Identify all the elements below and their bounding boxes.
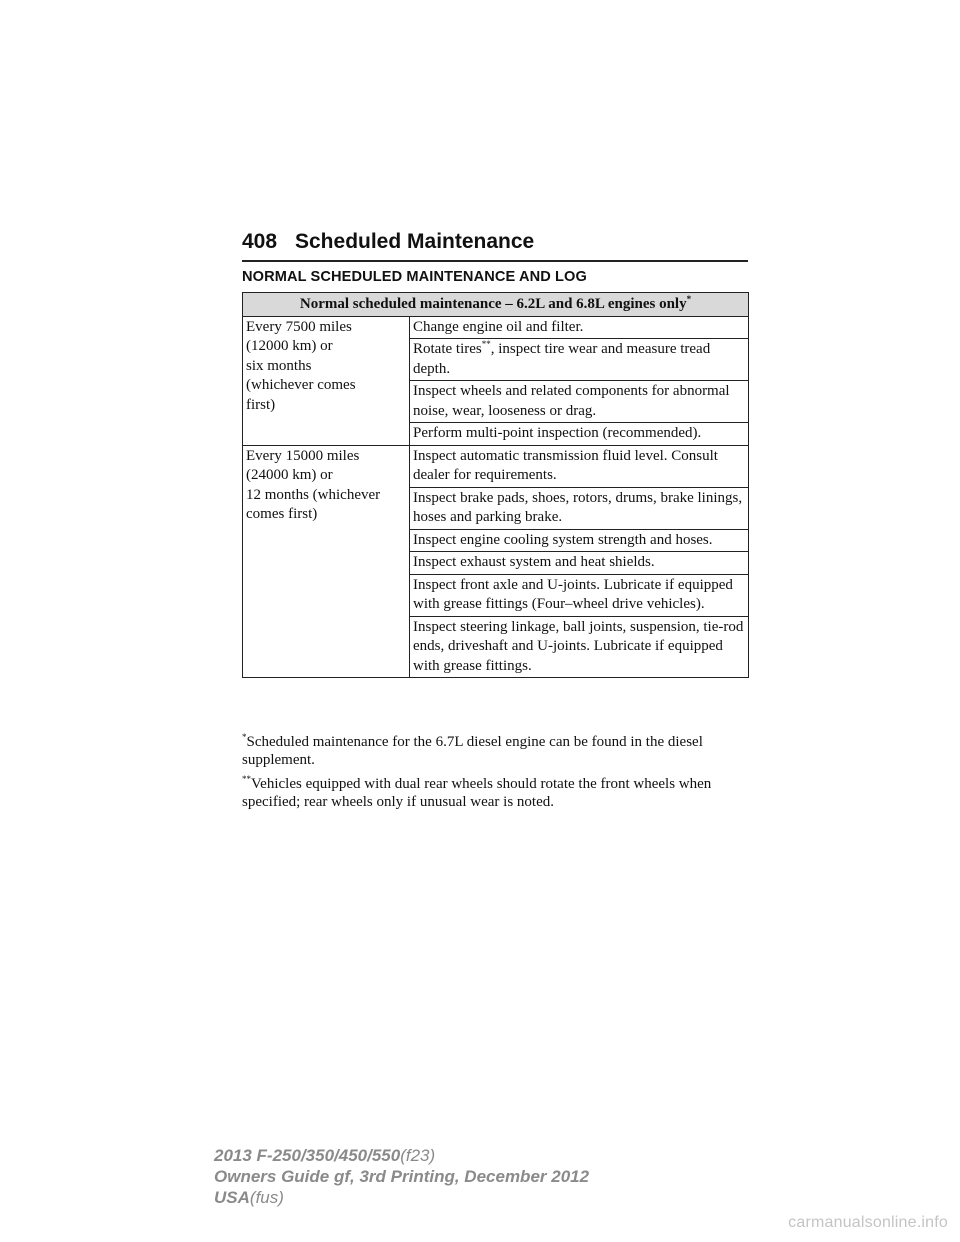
footer-market: USA: [214, 1188, 250, 1207]
footer-model-code: (f23): [400, 1146, 436, 1165]
watermark: carmanualsonline.info: [788, 1214, 948, 1231]
table-row: [243, 445, 749, 487]
task-cell: Inspect brake pads, shoes, rotors, drums, brake linings, hoses and parking brake.: [410, 487, 749, 529]
footnote: [242, 775, 752, 811]
maintenance-table: [242, 292, 749, 678]
page-footer: [214, 1145, 589, 1208]
task-cell: Inspect exhaust system and heat shields.: [410, 552, 749, 575]
footer-line: [214, 1166, 589, 1187]
footnote-text: Scheduled maintenance for the 6.7L diesel engine can be found in the diesel supplement.: [242, 734, 703, 768]
table-header-text: Normal scheduled maintenance – 6.2L and 6.8L engines only: [299, 296, 687, 312]
footnotes: [242, 733, 752, 817]
page-title: Scheduled Maintenance: [295, 230, 535, 253]
interval-line: six months: [246, 357, 312, 374]
footnote: [242, 733, 752, 769]
task-cell: [410, 339, 749, 381]
table-row: [243, 316, 749, 339]
task-cell: Inspect engine cooling system strength and hoses.: [410, 529, 749, 552]
footer-line: [214, 1187, 589, 1208]
footer-market-code: (fus): [249, 1188, 284, 1207]
interval-line: Every 7500 miles: [246, 318, 352, 335]
section-heading: NORMAL SCHEDULED MAINTENANCE AND LOG: [242, 269, 587, 285]
footnote-text: Vehicles equipped with dual rear wheels should rotate the front wheels when specified; rear wheels only if unusual wear is noted.: [242, 776, 712, 810]
task-footnote-mark: **: [481, 339, 491, 349]
task-cell: Inspect front axle and U-joints. Lubricate if equipped with grease fittings (Four–wheel drive vehicles).: [410, 574, 749, 616]
table-header-row: [243, 293, 749, 317]
footer-model: 2013 F-250/350/450/550: [214, 1146, 401, 1165]
page-header: [242, 228, 748, 262]
task-cell: Inspect wheels and related components for abnormal noise, wear, looseness or drag.: [410, 381, 749, 423]
interval-line: first): [246, 396, 276, 413]
task-cell: Change engine oil and filter.: [410, 316, 749, 339]
header-footnote-mark: *: [686, 294, 692, 304]
interval-cell: [243, 445, 410, 678]
interval-line: (24000 km) or: [246, 467, 333, 483]
footnote-mark: *: [242, 732, 247, 742]
interval-line: (whichever comes: [246, 377, 356, 393]
table-header: [243, 293, 749, 317]
interval-line: comes first): [246, 506, 318, 522]
task-text-suffix: , inspect tire wear and measure tread depth.: [413, 341, 711, 377]
task-cell: Perform multi-point inspection (recommended).: [410, 423, 749, 446]
interval-line: 12 months (whichever: [246, 486, 381, 503]
task-cell: Inspect steering linkage, ball joints, suspension, tie-rod ends, driveshaft and U-joints. Lubricate if equipped with grease fittings.: [410, 616, 749, 678]
footer-line: [214, 1145, 589, 1166]
interval-cell: [243, 316, 410, 445]
page-number: 408: [242, 230, 278, 253]
footnote-mark: **: [242, 774, 251, 784]
interval-line: Every 15000 miles: [246, 447, 360, 464]
task-text: Rotate tires: [413, 341, 482, 357]
interval-line: (12000 km) or: [246, 338, 333, 354]
task-cell: Inspect automatic transmission fluid level. Consult dealer for requirements.: [410, 445, 749, 487]
footer-guide: Owners Guide gf, 3rd Printing, December 2012: [214, 1167, 590, 1186]
